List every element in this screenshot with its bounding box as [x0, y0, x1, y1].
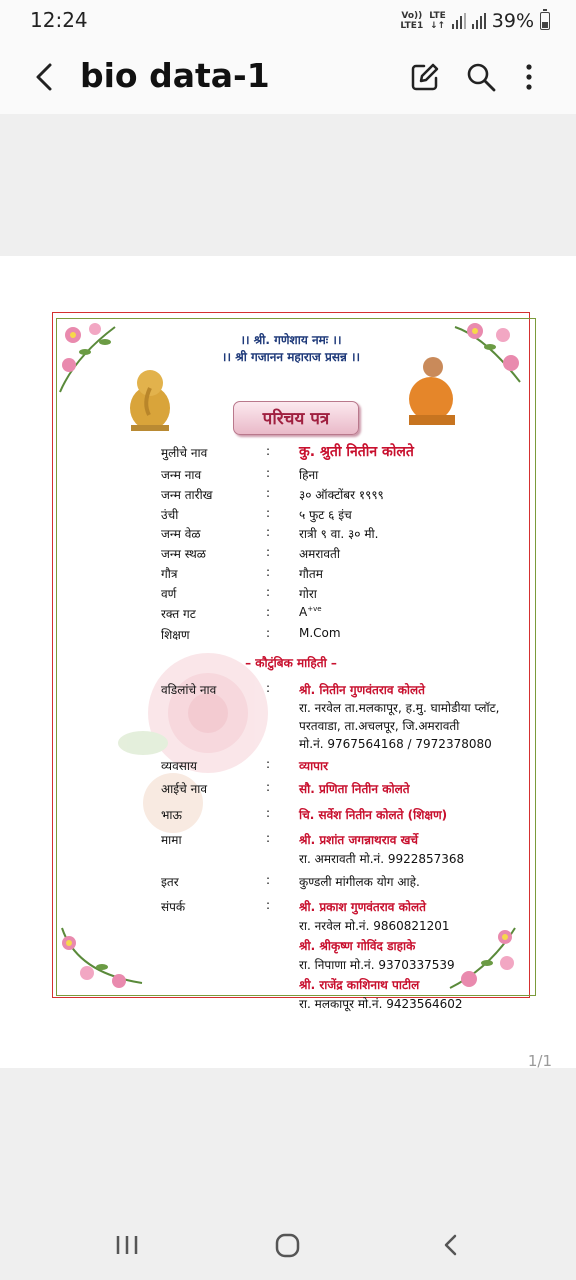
row-value: अमरावती [299, 547, 340, 561]
row-brother [53, 806, 529, 828]
row-colon: : [266, 585, 271, 599]
row-value: ३० ऑक्टोंबर १९९९ [299, 488, 384, 502]
row-value: गौतम [299, 567, 323, 581]
row-label: शिक्षण [161, 628, 190, 642]
row-value: परतवाडा, ता.अचलपूर, जि.अमरावती [299, 719, 460, 733]
row-colon: : [266, 466, 271, 480]
row-label: जन्म नाव [161, 468, 202, 482]
row-colon: : [266, 565, 271, 579]
row-education [53, 626, 529, 648]
row-label: व्यवसाय [161, 759, 197, 773]
row-colon: : [266, 831, 271, 845]
search-icon[interactable] [464, 60, 498, 94]
bio-data-card [52, 312, 530, 1011]
row-mother [53, 780, 529, 802]
row-label: मामा [161, 833, 182, 847]
status-bar [0, 0, 576, 44]
row-colon: : [266, 444, 271, 458]
row-label: उंची [161, 508, 179, 522]
row-colon: : [266, 486, 271, 500]
row-father [53, 681, 529, 753]
row-colon: : [266, 605, 271, 619]
status-icons [400, 8, 550, 34]
row-label: जन्म वेळ [161, 527, 201, 541]
row-colon: : [266, 780, 271, 794]
row-value: श्री. प्रकाश गुणवंतराव कोलते [299, 900, 426, 914]
app-bar [0, 44, 576, 114]
signal-icon [452, 13, 466, 29]
row-colon: : [266, 506, 271, 520]
row-label: रक्त गट [161, 607, 196, 621]
row-value: रात्री ९ वा. ३० मी. [299, 527, 379, 541]
row-other [53, 873, 529, 895]
lte-indicator: LTE ↓↑ [429, 11, 446, 31]
row-label: संपर्क [161, 900, 186, 914]
row-colon: : [266, 525, 271, 539]
row-label: भाऊ [161, 808, 182, 822]
row-value: सौ. प्रणिता नितीन कोलते [299, 782, 410, 796]
row-value: गोरा [299, 587, 317, 601]
gajanan-maharaj-image [403, 353, 459, 429]
row-value: कुण्डली मांगीलक योग आहे. [299, 875, 420, 889]
row-maternal-uncle [53, 831, 529, 871]
row-label: जन्म स्थळ [161, 547, 206, 561]
heading-box [233, 401, 359, 435]
row-label: वडिलांचे नाव [161, 683, 217, 697]
invocation-line-1: ।। श्री. गणेशाय नमः ।। [240, 333, 342, 347]
battery-icon [540, 12, 550, 30]
row-value: रा. निपाणा मो.नं. 9370337539 [299, 958, 455, 972]
row-colon: : [266, 806, 271, 820]
row-value: श्री. नितीन गुणवंतराव कोलते [299, 683, 426, 697]
row-colon: : [266, 681, 271, 695]
back-nav-icon[interactable] [436, 1230, 466, 1260]
row-label: वर्ण [161, 587, 177, 601]
row-colon: : [266, 757, 271, 771]
family-section-title: – कौटुंबिक माहिती – [245, 656, 337, 670]
row-value: रा. अमरावती मो.नं. 9922857368 [299, 852, 465, 866]
row-value: $A^{+ve}$ [299, 605, 322, 619]
row-value: श्री. प्रशांत जगन्नाथराव खर्चे [299, 833, 419, 847]
volte-indicator: Vo)) LTE1 [400, 11, 424, 31]
row-label: इतर [161, 875, 179, 889]
invocation-line-2: ।। श्री गजानन महाराज प्रसन्न ।। [221, 350, 361, 364]
row-name [53, 444, 529, 466]
row-value: रा. मलकापूर मो.नं. 9423564602 [299, 997, 463, 1011]
row-birth-name [53, 466, 529, 488]
recent-apps-icon[interactable] [112, 1230, 142, 1260]
signal-icon-2 [472, 13, 486, 29]
row-gotra [53, 565, 529, 587]
page-indicator: 1/1 [527, 1052, 552, 1070]
row-value: श्री. राजेंद्र काशिनाथ पाटील [299, 978, 420, 992]
row-value: ५ फुट ६ इंच [299, 508, 352, 522]
row-value: श्री. श्रीकृष्ण गोविंद डाहाके [299, 939, 416, 953]
row-contacts [53, 898, 529, 1011]
row-birth-date [53, 486, 529, 508]
document-title: bio data-1 [80, 56, 270, 95]
status-time: 12:24 [30, 8, 88, 32]
row-blood-group [53, 605, 529, 627]
ganesha-image [123, 363, 177, 433]
row-label: आईचे नाव [161, 782, 208, 796]
row-colon: : [266, 626, 271, 640]
back-arrow-icon[interactable] [28, 59, 64, 95]
row-occupation [53, 757, 529, 779]
row-value: व्यापार [299, 759, 329, 773]
row-value: हिना [299, 468, 319, 482]
row-birth-time [53, 525, 529, 547]
row-value: कु. श्रुती नितीन कोलते [299, 444, 414, 460]
more-vertical-icon[interactable] [514, 60, 544, 94]
row-value: M.Com [299, 626, 341, 640]
row-colon: : [266, 873, 271, 887]
row-label: मुलीचे नाव [161, 446, 208, 460]
row-value: रा. नरवेल मो.नं. 9860821201 [299, 919, 450, 933]
row-value: चि. सर्वेश नितीन कोलते (शिक्षण) [299, 808, 448, 822]
row-birth-place [53, 545, 529, 567]
row-value: रा. नरवेल ता.मलकापूर, ह.मु. घामोडीया प्लॉट, [299, 701, 500, 715]
row-colon: : [266, 545, 271, 559]
edit-icon[interactable] [408, 60, 442, 94]
battery-percent: 39% [491, 10, 534, 32]
home-icon[interactable] [273, 1230, 303, 1260]
row-label: गौत्र [161, 567, 178, 581]
row-complexion [53, 585, 529, 607]
row-colon: : [266, 898, 271, 912]
row-label: जन्म तारीख [161, 488, 213, 502]
document-heading: परिचय पत्र [262, 409, 330, 429]
row-value: मो.नं. 9767564168 / 7972378080 [299, 737, 492, 751]
